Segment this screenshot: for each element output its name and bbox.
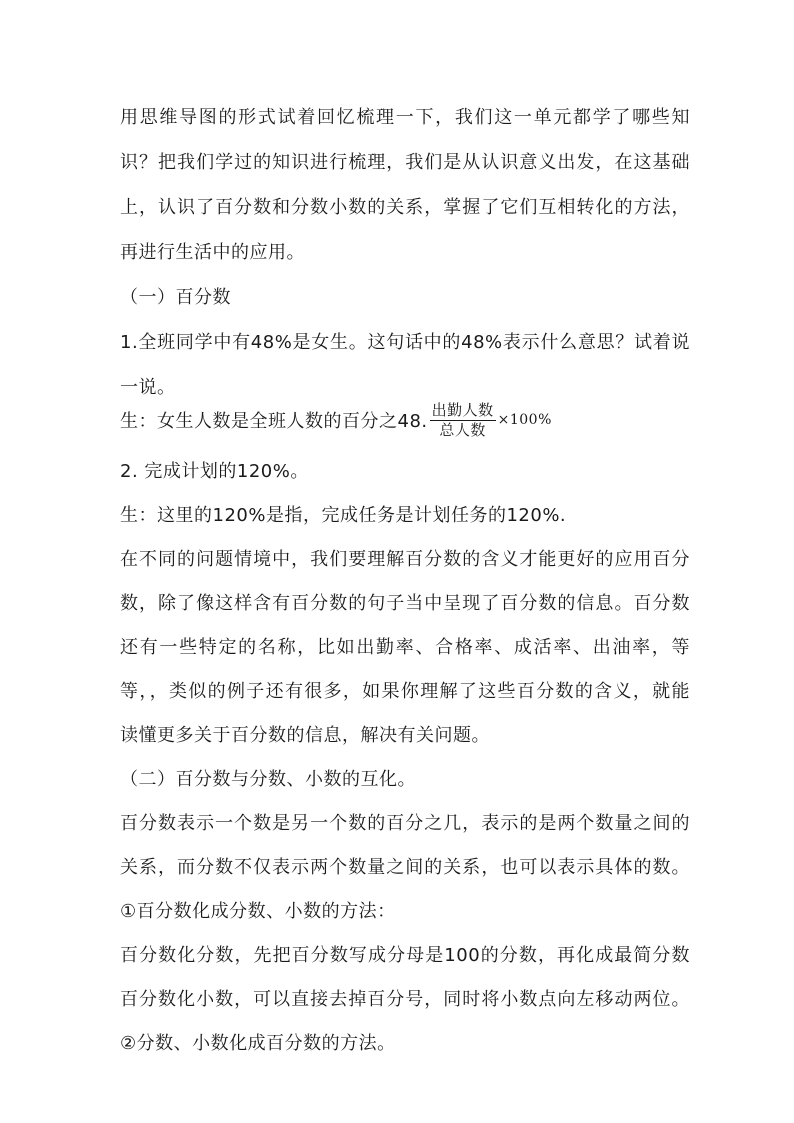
- method-1-heading: ①百分数化成分数、小数的方法：: [120, 901, 396, 922]
- fraction-multiplier: ×100%: [497, 412, 552, 428]
- answer-2: 生：这里的120%是指，完成任务是计划任务的120%.: [120, 505, 567, 526]
- fraction-denominator: 总人数: [439, 420, 486, 439]
- paragraph-context-line-5: 读懂更多关于百分数的信息，解决有关问题。: [120, 725, 490, 746]
- method-2-heading: ②分数、小数化成百分数的方法。: [120, 1033, 396, 1054]
- paragraph-context-line-3: 还有一些特定的名称，比如出勤率、合格率、成活率、出油率，等: [120, 637, 690, 658]
- method-1-line-1: 百分数化分数，先把百分数写成分母是100的分数，再化成最简分数: [120, 945, 690, 966]
- paragraph-intro-line-1: 用思维导图的形式试着回忆梳理一下，我们这一单元都学了哪些知: [120, 107, 690, 128]
- section-heading-conversion: （二）百分数与分数、小数的互化。: [120, 769, 416, 790]
- paragraph-intro-line-2: 识？把我们学过的知识进行梳理，我们是从认识意义出发，在这基础: [120, 152, 690, 173]
- paragraph-intro-line-4: 再进行生活中的应用。: [120, 242, 305, 263]
- paragraph-context-line-1: 在不同的问题情境中，我们要理解百分数的含义才能更好的应用百分: [120, 549, 690, 570]
- method-1-line-2: 百分数化小数，可以直接去掉百分号，同时将小数点向左移动两位。: [120, 989, 690, 1010]
- paragraph-context-line-2: 数，除了像这样含有百分数的句子当中呈现了百分数的信息。百分数: [120, 593, 690, 614]
- fraction-numerator: 出勤人数: [431, 400, 494, 419]
- question-1-line-2: 一说。: [120, 377, 176, 398]
- question-1-line-1: 1.全班同学中有48%是女生。这句话中的48%表示什么意思？试着说: [120, 332, 690, 353]
- paragraph-context-line-4: 等，，类似的例子还有很多，如果你理解了这些百分数的含义，就能: [120, 681, 690, 702]
- section-heading-percent: （一）百分数: [120, 287, 231, 308]
- question-2: 2. 完成计划的120%。: [120, 461, 309, 482]
- paragraph-intro-line-3: 上，认识了百分数和分数小数的关系，掌握了它们互相转化的方法，: [120, 197, 690, 218]
- answer-1-text: 生：女生人数是全班人数的百分之48.: [120, 411, 428, 432]
- answer-1-formula: [120, 398, 552, 442]
- paragraph-relation-line-2: 关系，而分数不仅表示两个数量之间的关系，也可以表示具体的数。: [120, 857, 690, 878]
- paragraph-relation-line-1: 百分数表示一个数是另一个数的百分之几，表示的是两个数量之间的: [120, 813, 690, 834]
- fraction: [430, 401, 496, 440]
